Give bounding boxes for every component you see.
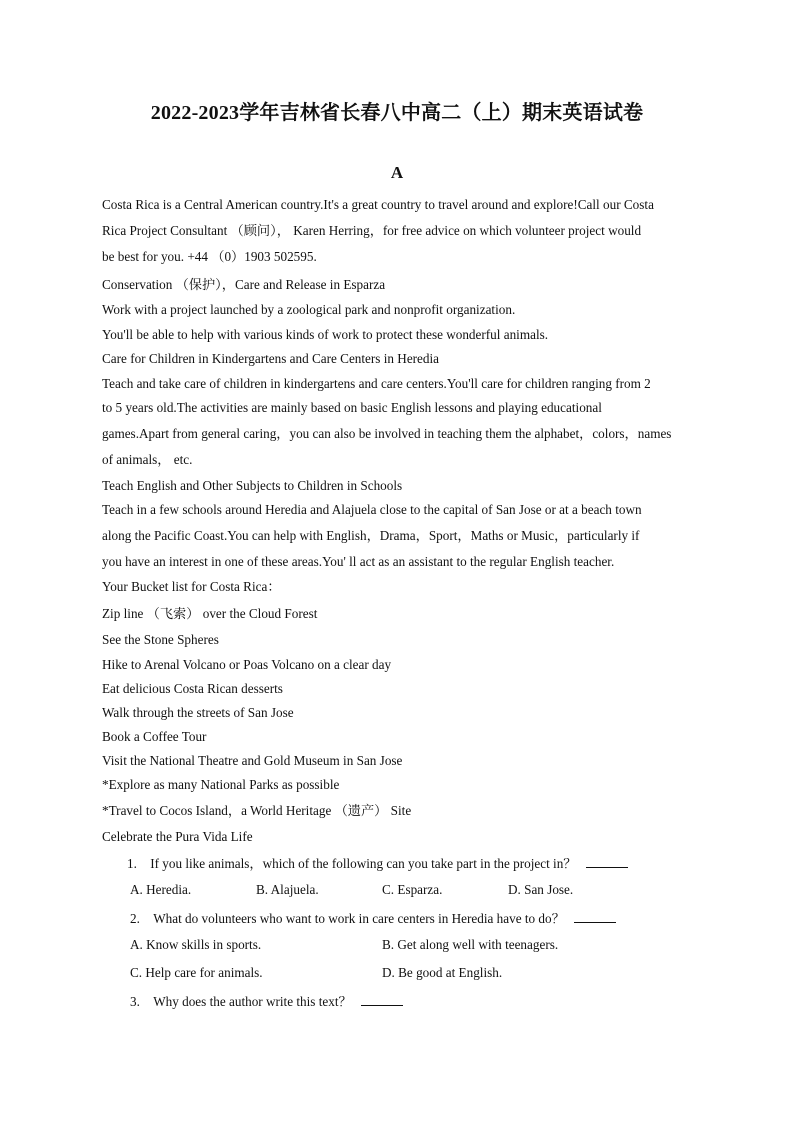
passage-line: Costa Rica is a Central American country.It's a great country to travel around and explore!Call our Costa	[102, 197, 654, 212]
question-number: 3.	[130, 994, 140, 1009]
question-text: What do volunteers who want to work in care centers in Heredia have to do？	[153, 911, 565, 926]
passage-line: Walk through the streets of San Jose	[102, 705, 294, 720]
passage-line: *Explore as many National Parks as possible	[102, 777, 340, 792]
section-heading: A	[390, 163, 404, 182]
passage-line: to 5 years old.The activities are mainly based on basic English lessons and playing educational	[102, 400, 602, 415]
answer-blank[interactable]	[361, 993, 403, 1006]
passage-line: Hike to Arenal Volcano or Poas Volcano on a clear day	[102, 657, 392, 672]
passage-line: Your Bucket list for Costa Rica：	[102, 579, 281, 594]
option-c[interactable]: C. Help care for animals.	[130, 965, 263, 980]
option-d[interactable]: D. San Jose.	[508, 882, 574, 897]
passage-line: Conservation （保护），Care and Release in Esparza	[102, 277, 386, 292]
passage-line: You'll be able to help with various kinds of work to protect these wonderful animals.	[102, 327, 549, 342]
passage-line: be best for you. +44 （0）1903 502595.	[102, 249, 317, 264]
passage-line: along the Pacific Coast.You can help with English，Drama，Sport，Maths or Music，particularly if	[102, 528, 640, 543]
passage-line: of animals， etc.	[102, 452, 193, 467]
exam-title: 2022-2023学年吉林省长春八中高二（上）期末英语试卷	[150, 102, 644, 124]
answer-blank[interactable]	[574, 910, 616, 923]
passage-line: See the Stone Spheres	[102, 632, 219, 647]
option-b[interactable]: B. Alajuela.	[256, 882, 319, 897]
question-2	[130, 910, 616, 927]
question-number: 1.	[127, 856, 137, 871]
passage-line: Eat delicious Costa Rican desserts	[102, 681, 283, 696]
option-d[interactable]: D. Be good at English.	[382, 965, 503, 980]
option-c[interactable]: C. Esparza.	[382, 882, 443, 897]
passage-line: Rica Project Consultant （顾问）， Karen Herring，for free advice on which volunteer project would	[102, 223, 642, 238]
question-text: Why does the author write this text？	[153, 994, 352, 1009]
passage-line: Book a Coffee Tour	[102, 729, 207, 744]
passage-line: Teach in a few schools around Heredia and Alajuela close to the capital of San Jose or at a beach town	[102, 502, 642, 517]
option-a[interactable]: A. Know skills in sports.	[130, 937, 262, 952]
passage-line: Zip line （飞索） over the Cloud Forest	[102, 606, 318, 621]
question-text: If you like animals，which of the following can you take part in the project in？	[150, 856, 577, 871]
answer-blank[interactable]	[586, 855, 628, 868]
passage-line: Care for Children in Kindergartens and Care Centers in Heredia	[102, 351, 440, 366]
passage-line: Work with a project launched by a zoological park and nonprofit organization.	[102, 302, 516, 317]
question-number: 2.	[130, 911, 140, 926]
passage-line: Visit the National Theatre and Gold Museum in San Jose	[102, 753, 403, 768]
passage-line: Teach and take care of children in kindergartens and care centers.You'll care for children ranging from 2	[102, 376, 651, 391]
passage-line: games.Apart from general caring，you can also be involved in teaching them the alphabet，colors，names	[102, 426, 672, 441]
passage-line: Teach English and Other Subjects to Children in Schools	[102, 478, 403, 493]
option-b[interactable]: B. Get along well with teenagers.	[382, 937, 559, 952]
passage-line: *Travel to Cocos Island，a World Heritage （遗产） Site	[102, 803, 412, 818]
question-1	[127, 855, 628, 872]
option-a[interactable]: A. Heredia.	[130, 882, 192, 897]
question-3	[130, 993, 403, 1010]
passage-line: you have an interest in one of these areas.You' ll act as an assistant to the regular English teacher.	[102, 554, 615, 569]
passage-line: Celebrate the Pura Vida Life	[102, 829, 253, 844]
